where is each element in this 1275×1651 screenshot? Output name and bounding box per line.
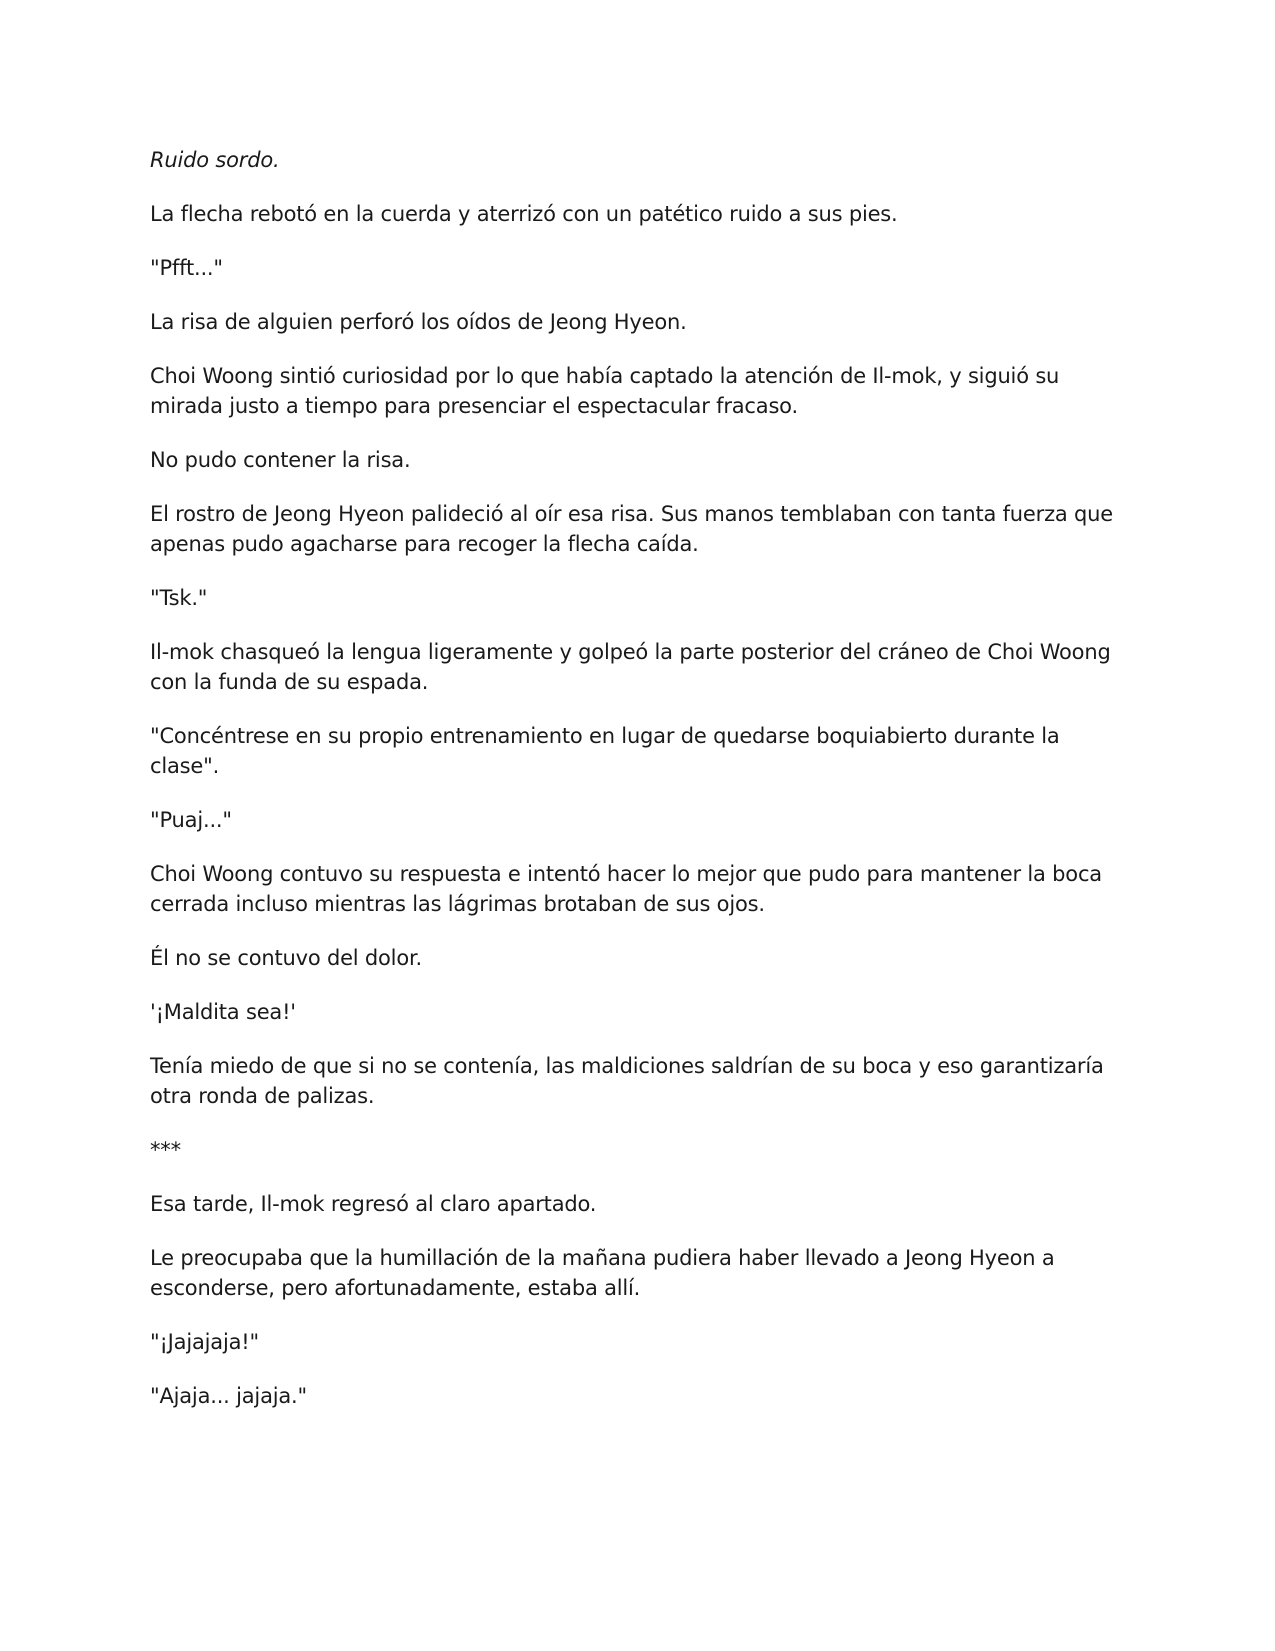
paragraph: Esa tarde, Il-mok regresó al claro apartado.	[150, 1192, 597, 1216]
paragraph: "Tsk."	[150, 586, 208, 610]
scene-break: ***	[150, 1138, 181, 1162]
paragraph: La risa de alguien perforó los oídos de Jeong Hyeon.	[150, 310, 687, 334]
paragraph: "¡Jajajaja!"	[150, 1330, 259, 1354]
paragraph: "Puaj..."	[150, 808, 232, 832]
paragraph: Il-mok chasqueó la lengua ligeramente y golpeó la parte posterior del cráneo de Choi Woong con la funda de su espada.	[150, 640, 1111, 694]
paragraph: "Pfft..."	[150, 256, 223, 280]
paragraph: Tenía miedo de que si no se contenía, las maldiciones saldrían de su boca y eso garantizaría otra ronda de palizas.	[150, 1054, 1104, 1108]
paragraph: Choi Woong sintió curiosidad por lo que había captado la atención de Il-mok, y siguió su mirada justo a tiempo para presenciar el espectacular fracaso.	[150, 364, 1060, 418]
paragraph: La flecha rebotó en la cuerda y aterrizó con un patético ruido a sus pies.	[150, 202, 898, 226]
paragraph: Choi Woong contuvo su respuesta e intentó hacer lo mejor que pudo para mantener la boca cerrada incluso mientras las lágrimas brotaban de sus ojos.	[150, 862, 1102, 916]
paragraph: "Ajaja... jajaja."	[150, 1384, 307, 1408]
paragraph: "Concéntrese en su propio entrenamiento en lugar de quedarse boquiabierto durante la clase".	[150, 724, 1060, 778]
paragraph: El rostro de Jeong Hyeon palideció al oír esa risa. Sus manos temblaban con tanta fuerza que apenas pudo agacharse para recoger la flecha caída.	[150, 502, 1114, 556]
paragraph: No pudo contener la risa.	[150, 448, 411, 472]
paragraph: Le preocupaba que la humillación de la mañana pudiera haber llevado a Jeong Hyeon a esconderse, pero afortunadamente, estaba allí.	[150, 1246, 1055, 1300]
paragraph: Él no se contuvo del dolor.	[150, 946, 422, 970]
paragraph: Ruido sordo.	[150, 148, 280, 172]
paragraph: '¡Maldita sea!'	[150, 1000, 296, 1024]
document-body	[150, 145, 1135, 1435]
